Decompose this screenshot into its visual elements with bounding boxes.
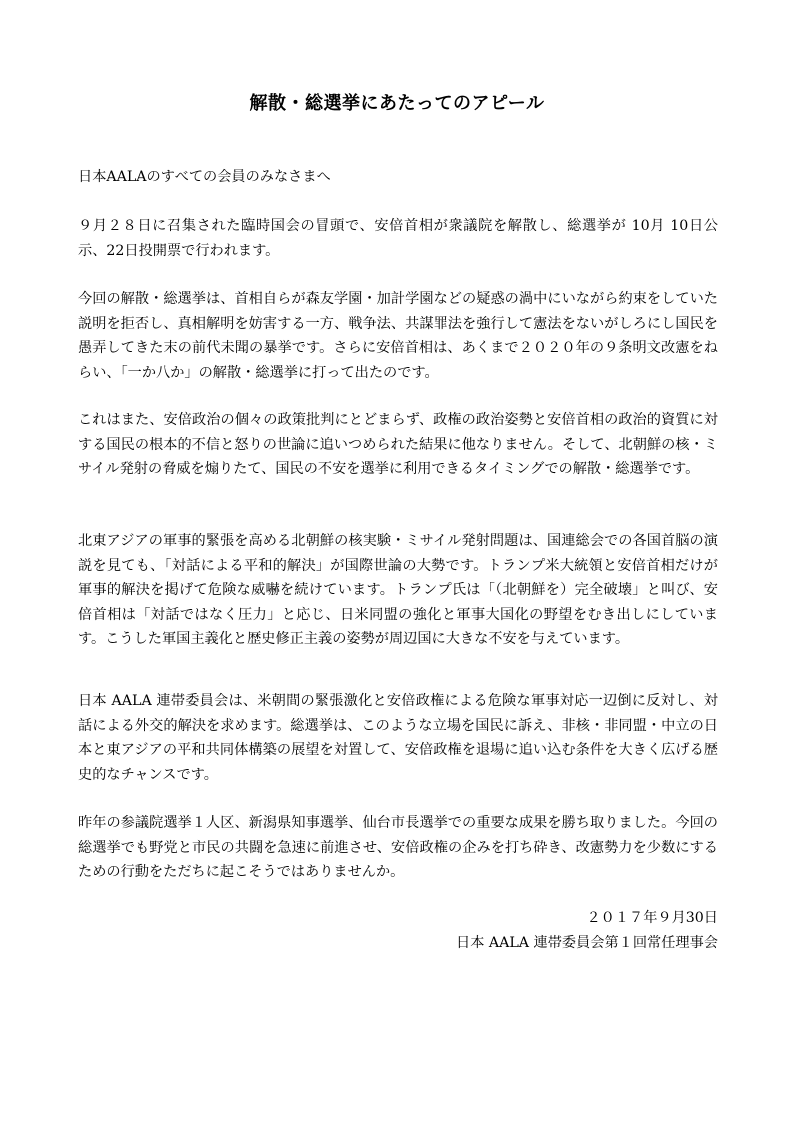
paragraph-3 — [78, 408, 718, 482]
paragraph-text: 北東アジアの軍事的緊張を高める北朝鮮の核実験・ミサイル発射問題は、国連総会での各国首脳の演説を見ても、「対話による平和的解決」が国際世論の大勢です。トランプ米大統領と安倍首相だけが軍事的解決を掲げて危険な威嚇を続けています。トランプ氏は「（北朝鮮を）完全破壊」と叫び、安倍首相は「対話ではなく圧力」と応じ、日米同盟の強化と軍事大国化の野望をむき出しにしています。こうした軍国主義化と歴史修正主義の姿勢が周辺国に大きな不安を与えています。 — [78, 533, 718, 647]
paragraph-4 — [78, 529, 718, 652]
paragraph-5 — [78, 689, 718, 787]
paragraph-text: 昨年の参議院選挙１人区、新潟県知事選挙、仙台市長選挙での重要な成果を勝ち取りました。今回の総選挙でも野党と市民の共闘を急速に前進させ、安倍政権の企みを打ち砕き、改憲勢力を少数にするための行動をただちに起こそうではありませんか。 — [78, 815, 718, 880]
paragraph-text: ９月２８日に召集された臨時国会の冒頭で、安倍首相が衆議院を解散し、総選挙が 10月 10日公示、22日投開票で行われます。 — [78, 218, 718, 259]
paragraph-text: 日本 AALA 連帯委員会は、米朝間の緊張激化と安倍政権による危険な軍事対応一辺倒に反対し、対話による外交的解決を求めます。総選挙は、このような立場を国民に訴え、非核・非同盟・中立の日本と東アジアの平和共同体構築の展望を対置して、安倍政権を退場に追い込む条件を大きく広げる歴史的なチャンスです。 — [78, 693, 718, 783]
signature-block — [318, 906, 718, 955]
paragraph-text: これはまた、安倍政治の個々の政策批判にとどまらず、政権の政治姿勢と安倍首相の政治的資質に対する国民の根本的不信と怒りの世論に追いつめられた結果に他なりません。そして、北朝鮮の核・ミサイル発射の脅威を煽りたて、国民の不安を選挙に利用できるタイミングでの解散・総選挙です。 — [78, 412, 718, 477]
paragraph-2 — [78, 287, 718, 385]
paragraph-1 — [78, 214, 718, 263]
salutation — [78, 165, 718, 190]
paragraph-text: 今回の解散・総選挙は、首相自らが森友学園・加計学園などの疑惑の渦中にいながら約束をしていた説明を拒否し、真相解明を妨害する一方、戦争法、共謀罪法を強行して憲法をないがしろにし国民を愚弄してきた末の前代未聞の暴挙です。さらに安倍首相は、あくまで２０２０年の９条明文改憲をねらい、「一か八か」の解散・総選挙に打って出たのです。 — [78, 291, 718, 381]
document-title: 解散・総選挙にあたってのアピール — [249, 93, 545, 114]
paragraph-6 — [78, 811, 718, 885]
salutation-text: 日本AALAのすべての会員のみなさまへ — [78, 169, 331, 185]
signature-organization: 日本 AALA 連帯委員会第１回常任理事会 — [456, 934, 718, 951]
signature-date: ２０１７年９月30日 — [586, 910, 718, 926]
